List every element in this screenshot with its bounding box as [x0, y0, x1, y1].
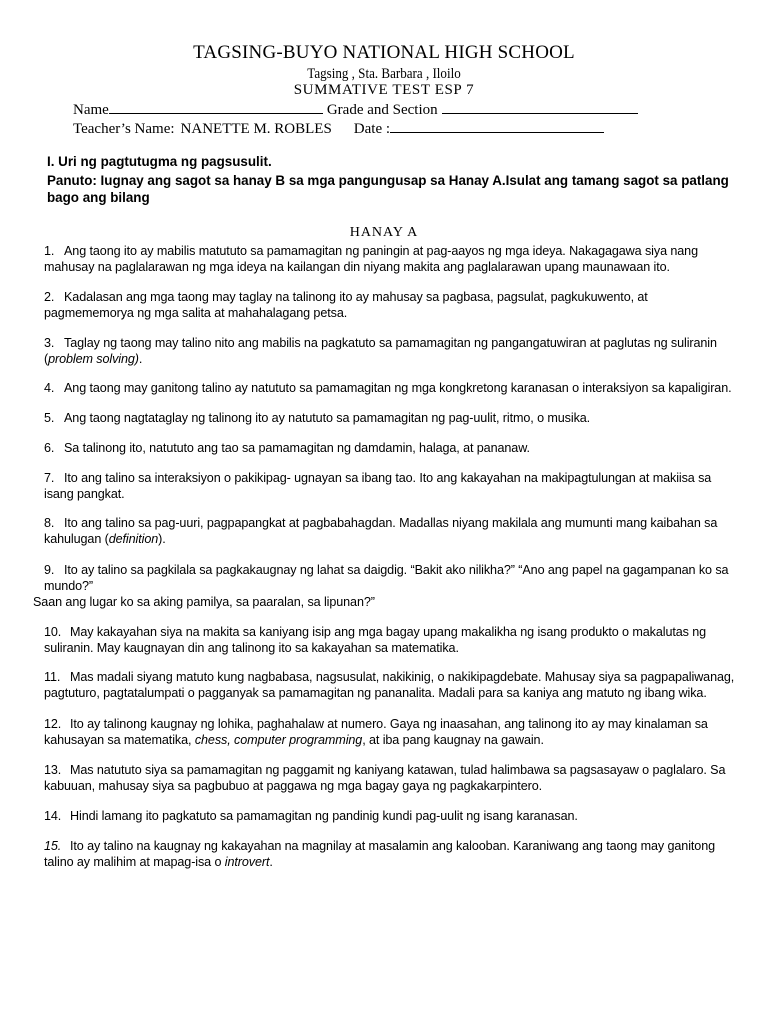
test-title: SUMMATIVE TEST ESP 7 [293, 82, 475, 98]
item-3: 3. Taglay ng taong may talino nito ang mabilis na pagkatuto sa pamamagitan ng pangangatuwiran at paglutas ng suliranin (problem solving). [44, 336, 717, 366]
teacher-label: Teacher’s Name: [73, 121, 175, 137]
date-blank [390, 118, 604, 133]
item-15: 15. Ito ay talino na kaugnay ng kakayahan na magnilay at masalamin ang kalooban. Karaniwang ang taong may ganitong talino ay malihim at mapag-isa o introvert. [44, 839, 716, 869]
item-7: 7. Ito ang talino sa interaksiyon o pakikipag- ugnayan sa ibang tao. Ito ang kakayahan na makipagtulungan at makiisa sa isang pangkat. [44, 471, 712, 501]
directions: Panuto: Iugnay ang sagot sa hanay B sa mga pangungusap sa Hanay A.Isulat ang tamang sagot sa patlang bago ang bilang [47, 173, 729, 205]
grade-section-label: Grade and Section [326, 102, 438, 118]
item-2: 2. Kadalasan ang mga taong may taglay na talinong ito ay mahusay sa pagbasa, pagsulat, pagkukuwento, at pagmememorya ng mga salita at mahahalagang petsa. [44, 290, 648, 320]
item-9: 9. Ito ay talino sa pagkilala sa pagkakaugnay ng lahat sa daigdig. “Bakit ako nilikha?” “Ano ang papel na gagampanan ko sa mundo?” [44, 563, 729, 593]
column-a-title: HANAY A [349, 225, 419, 240]
item-4: 4. Ang taong may ganitong talino ay natututo sa pamamagitan ng mga kongkretong karanasan o interaksiyon sa kapaligiran. [44, 381, 732, 395]
item-11: 11. Mas madali siyang matuto kung nagbabasa, nagsusulat, nakikinig, o nakikipagdebate. Mahusay siya sa pagpapaliwanag, pagtuturo, pagtatalumpati o pagganyak sa pamamagitan ng pananalita. Madali para sa kaniya ang matuto ng ibang wika. [44, 670, 735, 700]
section-title: I. Uri ng pagtutugma ng pagsusulit. [47, 154, 272, 169]
name-grade-row [73, 99, 638, 119]
name-label: Name [73, 102, 109, 118]
item-1: 1. Ang taong ito ay mabilis matututo sa pamamagitan ng paningin at pag-aayos ng mga ideya. Nakagagawa siya nang mahusay na paglalarawan ng mga ideya na kailangan din niyang makita ang paglalarawan upang maunawaan ito. [44, 244, 698, 274]
item-8: 8. Ito ang talino sa pag-uuri, pagpapangkat at pagbabahagdan. Madallas niyang makilala ang mumunti mang kaibahan sa kahulugan (definition). [44, 516, 718, 546]
item-6: 6. Sa talinong ito, natututo ang tao sa pamamagitan ng damdamin, halaga, at pananaw. [44, 441, 530, 455]
item-10: 10. May kakayahan siya na makita sa kaniyang isip ang mga bagay upang makalikha ng isang produkto o makalutas ng suliranin. May kaugnayan din ang talinong ito sa kakayahan sa matematika. [44, 625, 707, 655]
item-5: 5. Ang taong nagtataglay ng talinong ito ay natututo sa pamamagitan ng pag-uulit, ritmo, o musika. [44, 411, 591, 425]
teacher-name: NANETTE M. ROBLES [180, 121, 332, 137]
date-label: Date : [353, 121, 391, 137]
item-12: 12. Ito ay talinong kaugnay ng lohika, paghahalaw at numero. Gaya ng inaasahan, ang talinong ito ay may kinalaman sa kahusayan sa matematika, chess, computer programming, at iba pang kaugnay na gawain. [44, 717, 708, 747]
school-name: TAGSING-BUYO NATIONAL HIGH SCHOOL [193, 42, 575, 63]
school-address: Tagsing , Sta. Barbara , Iloilo [307, 66, 461, 82]
grade-section-blank [442, 99, 638, 114]
teacher-date-row [73, 118, 604, 138]
item-14: 14. Hindi lamang ito pagkatuto sa pamamagitan ng pandinig kundi pag-uulit ng isang karanasan. [44, 809, 578, 823]
name-blank [109, 99, 323, 114]
item-13: 13. Mas natututo siya sa pamamagitan ng paggamit ng kaniyang katawan, tulad halimbawa sa pagsasayaw o paglalaro. Sa kabuuan, mahusay siya sa pagbubuo at paggawa ng mga bagay gaya ng pagkakarpintero. [44, 763, 726, 793]
item-9-continuation: Saan ang lugar ko sa aking pamilya, sa paaralan, sa lipunan?” [33, 595, 375, 609]
